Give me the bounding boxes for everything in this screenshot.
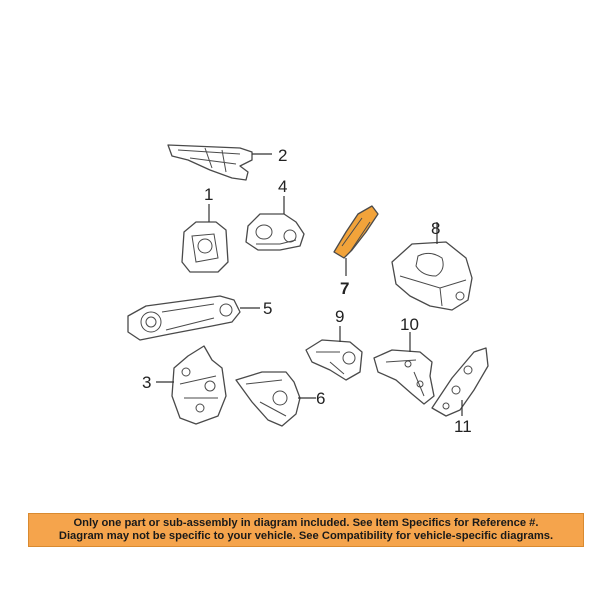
part-3-bracket [156, 346, 226, 424]
part-5-torque-strut [128, 296, 260, 340]
callout-10: 10 [400, 315, 419, 334]
part-1-mount [182, 204, 228, 272]
disclaimer-line-2: Diagram may not be specific to your vehicle. See Compatibility for vehicle-specific diagrams. [58, 530, 554, 542]
callout-4: 4 [278, 177, 288, 196]
part-4-mount [246, 196, 304, 250]
part-7-bracket-highlighted [334, 206, 378, 276]
part-11-plate [432, 348, 488, 416]
callout-11: 11 [454, 417, 472, 436]
part-10-bracket [374, 332, 434, 404]
callout-9: 9 [335, 307, 345, 326]
disclaimer-banner [28, 513, 584, 547]
disclaimer-line-1: Only one part or sub-assembly in diagram included. See Item Specifics for Reference #. [73, 517, 539, 529]
callout-7: 7 [340, 279, 350, 298]
part-9-bracket [306, 326, 362, 380]
part-2-bracket [168, 145, 272, 180]
callout-2: 2 [278, 146, 288, 165]
callout-1: 1 [204, 185, 214, 204]
callout-5: 5 [263, 299, 273, 318]
part-6-mount [236, 372, 316, 426]
callout-8: 8 [431, 219, 441, 238]
callout-6: 6 [316, 389, 326, 408]
callout-3: 3 [142, 373, 152, 392]
